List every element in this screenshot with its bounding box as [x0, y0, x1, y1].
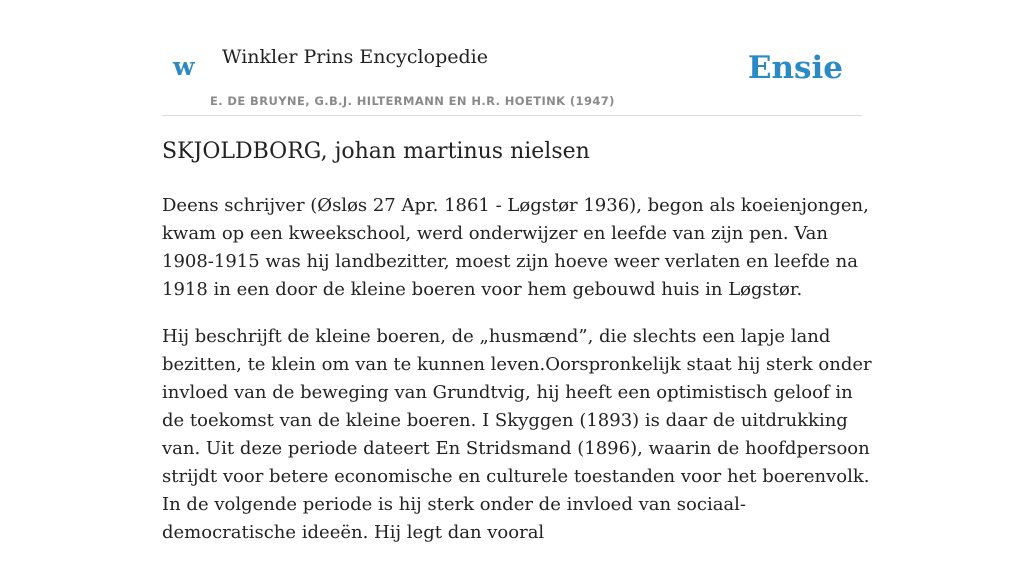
header-divider [162, 115, 862, 116]
book-authors: E. DE BRUYNE, G.B.J. HILTERMANN EN H.R. HOETINK (1947) [210, 94, 615, 108]
book-logo[interactable]: w [173, 52, 195, 81]
book-title-link[interactable]: Winkler Prins Encyclopedie [222, 46, 488, 68]
entry-title: SKJOLDBORG, johan martinus nielsen [162, 139, 590, 164]
entry-paragraph: Hij beschrijft de kleine boeren, de „husmænd”, die slechts een lapje land bezitten, te klein om van te kunnen leven.Oorspronkelijk staat hij sterk onder invloed van de beweging van Grundtvig, hij heeft een optimistisch geloof in de toekomst van de kleine boeren. I Skyggen (1893) is daar de uitdrukking van. Uit deze periode dateert En Stridsmand (1896), waarin de hoofdpersoon strijdt voor betere economische en culturele toestanden voor het boerenvolk. In de volgende periode is hij sterk onder de invloed van sociaal-democratische ideeën. Hij legt dan vooral [162, 326, 872, 543]
ensie-logo-link[interactable]: Ensie [747, 50, 843, 86]
entry-body [162, 192, 872, 566]
entry-paragraph: Deens schrijver (Øsløs 27 Apr. 1861 - Løgstør 1936), begon als koeienjongen, kwam op een kweekschool, werd onderwijzer en leefde van zijn pen. Van 1908-1915 was hij landbezitter, moest zijn hoeve weer verlaten en leefde na 1918 in een door de kleine boeren voor hem gebouwd huis in Løgstør. [162, 195, 869, 300]
